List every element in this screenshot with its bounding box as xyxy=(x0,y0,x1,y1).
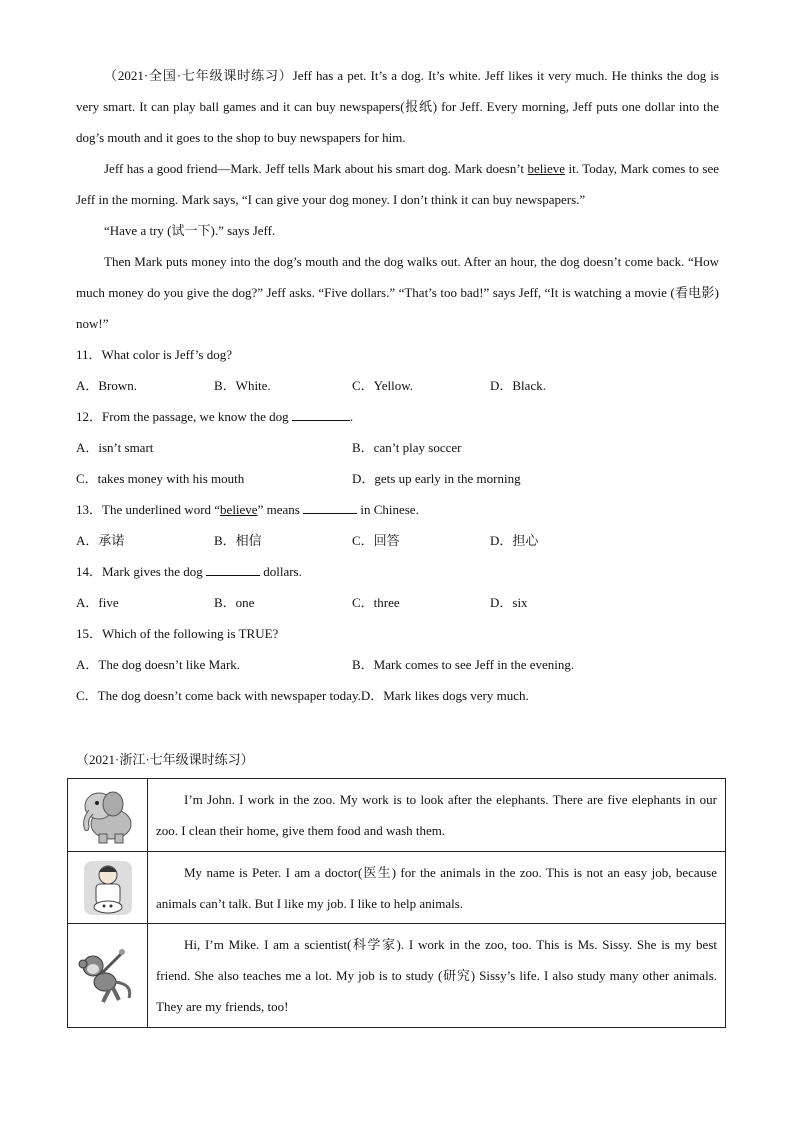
option[interactable]: C．The dog doesn’t come back with newspaper today. xyxy=(76,688,361,703)
option[interactable]: D．担心 xyxy=(490,533,539,548)
passage-two-table xyxy=(67,778,726,1028)
table-text: I’m John. I work in the zoo. My work is to look after the elephants. There are five elephants in our zoo. I clean their home, give them food and wash them. xyxy=(148,779,726,852)
option[interactable]: B．one xyxy=(214,595,255,610)
option[interactable]: D．Black. xyxy=(490,378,546,393)
option[interactable]: B．相信 xyxy=(214,533,262,548)
question-13: 13．The underlined word “believe” means in Chinese. xyxy=(76,502,419,517)
answer-blank[interactable] xyxy=(303,501,357,514)
option[interactable]: B．can’t play soccer xyxy=(352,440,462,455)
question-12-options-row2 xyxy=(76,463,719,494)
paragraph-4: Then Mark puts money into the dog’s mouth and the dog walks out. After an hour, the dog doesn’t come back. “How much money do you give the dog?” Jeff asks. “Five dollars.” “That’s too bad!” says Jeff, “It is watching a movie (看电影) now!” xyxy=(76,254,719,331)
option[interactable]: D．Mark likes dogs very much. xyxy=(360,688,529,703)
option[interactable]: C．takes money with his mouth xyxy=(76,471,245,486)
image-cell xyxy=(68,779,148,852)
question-15-options-row1 xyxy=(76,649,719,680)
option[interactable]: A．five xyxy=(76,595,119,610)
option[interactable]: A．The dog doesn’t like Mark. xyxy=(76,657,241,672)
passage-two-source: （2021·浙江·七年级课时练习） xyxy=(76,752,254,767)
image-cell xyxy=(68,924,148,1028)
paragraph-2: Jeff has a good friend—Mark. Jeff tells Mark about his smart dog. Mark doesn’t believe it. Today, Mark comes to see Jeff in the morning. Mark says, “I can give your dog money. I don’t think it can buy newspapers.” xyxy=(76,161,719,207)
doctor-icon xyxy=(78,857,138,919)
table-text: My name is Peter. I am a doctor(医生) for the animals in the zoo. This is not an easy job, because animals can’t talk. But I like my job. I like to help animals. xyxy=(148,852,726,924)
question-14: 14．Mark gives the dog dollars. xyxy=(76,564,302,579)
passage-one xyxy=(76,60,719,711)
question-11-options xyxy=(76,370,719,401)
question-15: 15．Which of the following is TRUE? xyxy=(76,626,279,641)
table-row xyxy=(68,852,726,924)
option[interactable]: C．Yellow. xyxy=(352,378,414,393)
question-12: 12．From the passage, we know the dog . xyxy=(76,409,354,424)
option[interactable]: A．承诺 xyxy=(76,533,125,548)
elephant-icon xyxy=(75,784,141,846)
question-12-options-row1 xyxy=(76,432,719,463)
option[interactable]: B．White. xyxy=(214,378,271,393)
option[interactable]: D．six xyxy=(490,595,528,610)
answer-blank[interactable] xyxy=(292,408,350,421)
underlined-word: believe xyxy=(527,161,566,176)
question-13-options xyxy=(76,525,719,556)
table-row xyxy=(68,779,726,852)
monkey-icon xyxy=(75,944,141,1008)
paragraph-1: （2021·全国·七年级课时练习）Jeff has a pet. It’s a dog. It’s white. Jeff likes it very much. He thinks the dog is very smart. It can play ball games and it can buy newspapers(报纸) for Jeff. Every morning, Jeff puts one dollar into the dog’s mouth and it goes to the shop to buy newspapers for him. xyxy=(76,68,719,145)
option[interactable]: B．Mark comes to see Jeff in the evening. xyxy=(352,657,575,672)
table-row xyxy=(68,924,726,1028)
option[interactable]: C．回答 xyxy=(352,533,400,548)
option[interactable]: C．three xyxy=(352,595,400,610)
question-11: 11．What color is Jeff’s dog? xyxy=(76,347,232,362)
answer-blank[interactable] xyxy=(206,563,260,576)
option[interactable]: A．Brown. xyxy=(76,378,138,393)
question-14-options xyxy=(76,587,719,618)
paragraph-3: “Have a try (试一下).” says Jeff. xyxy=(104,223,276,238)
option[interactable]: A．isn’t smart xyxy=(76,440,154,455)
table-text: Hi, I’m Mike. I am a scientist(科学家). I work in the zoo, too. This is Ms. Sissy. She is my best friend. She also teaches me a lot. My job is to study (研究) Sissy’s life. I also study many other animals. They are my friends, too! xyxy=(148,924,726,1028)
source-label: （2021·全国·七年级课时练习） xyxy=(104,68,293,83)
image-cell xyxy=(68,852,148,924)
question-15-options-row2 xyxy=(76,680,719,711)
option[interactable]: D．gets up early in the morning xyxy=(352,471,521,486)
